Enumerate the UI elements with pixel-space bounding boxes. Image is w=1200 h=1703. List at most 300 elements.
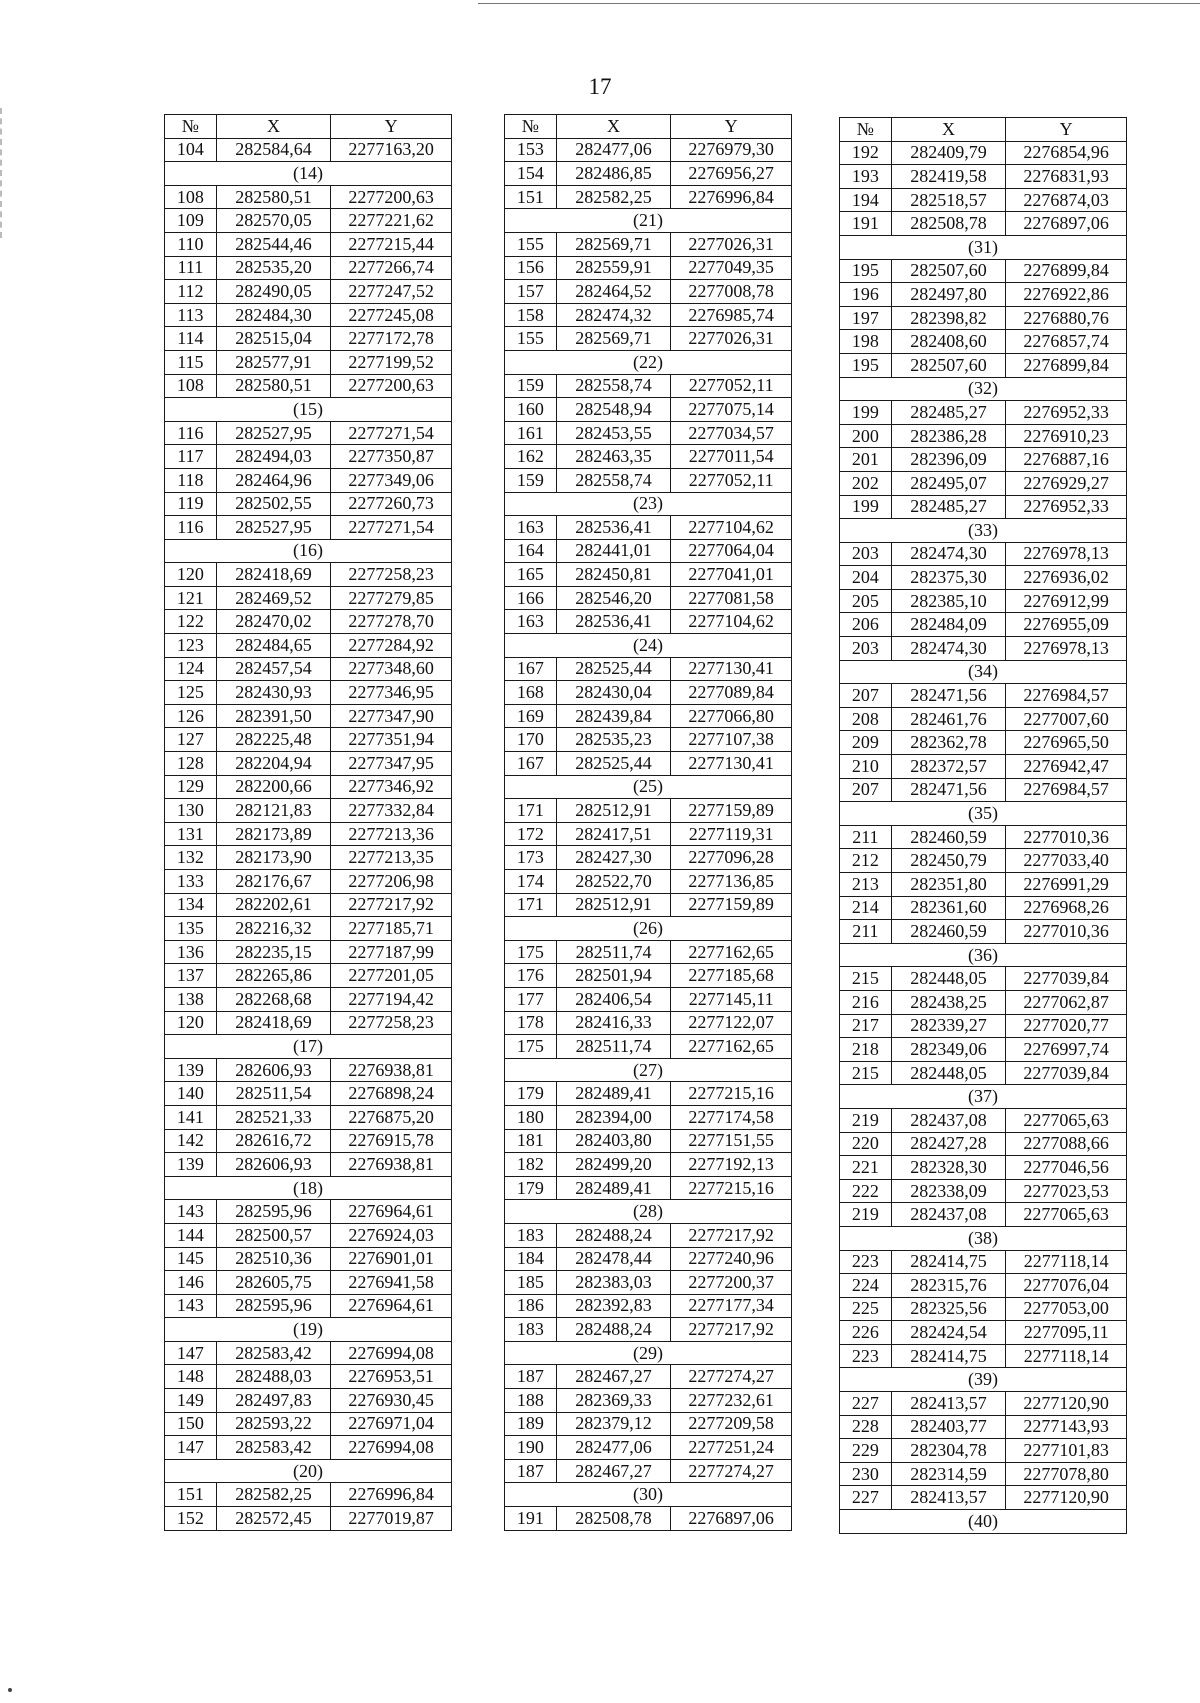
table-row [505, 421, 792, 445]
contour-group-row [505, 1058, 792, 1082]
point-number: 179 [505, 1082, 557, 1106]
y-coordinate: 2277095,11 [1006, 1321, 1127, 1345]
x-coordinate: 282463,35 [556, 445, 671, 469]
x-coordinate: 282204,94 [216, 752, 331, 776]
table-row [840, 1179, 1127, 1203]
point-number: 143 [165, 1200, 217, 1224]
y-coordinate: 2277122,07 [671, 1011, 792, 1035]
point-number: 173 [505, 846, 557, 870]
point-number: 117 [165, 445, 217, 469]
y-coordinate: 2277347,90 [331, 704, 452, 728]
y-coordinate: 2277350,87 [331, 445, 452, 469]
point-number: 109 [165, 209, 217, 233]
x-coordinate: 282512,91 [556, 799, 671, 823]
x-coordinate: 282474,30 [891, 637, 1006, 661]
table-row [505, 1389, 792, 1413]
x-coordinate: 282173,89 [216, 822, 331, 846]
point-number: 139 [165, 1153, 217, 1177]
x-coordinate: 282474,30 [891, 542, 1006, 566]
x-coordinate: 282577,91 [216, 350, 331, 374]
y-coordinate: 2276831,93 [1006, 165, 1127, 189]
point-number: 211 [840, 920, 892, 944]
table-row [505, 1271, 792, 1295]
table-row [840, 259, 1127, 283]
y-coordinate: 2276997,74 [1006, 1038, 1127, 1062]
table-row [840, 1392, 1127, 1416]
y-coordinate: 2276971,04 [331, 1412, 452, 1436]
table-row [840, 1274, 1127, 1298]
table-row [165, 775, 452, 799]
point-number: 206 [840, 613, 892, 637]
point-number: 142 [165, 1129, 217, 1153]
point-number: 159 [505, 468, 557, 492]
y-coordinate: 2277052,11 [671, 468, 792, 492]
point-number: 216 [840, 990, 892, 1014]
table-row [165, 681, 452, 705]
contour-number: (22) [505, 350, 792, 374]
point-number: 144 [165, 1223, 217, 1247]
x-coordinate: 282507,60 [891, 259, 1006, 283]
y-coordinate: 2276964,61 [331, 1200, 452, 1224]
table-header-row [505, 115, 792, 139]
y-coordinate: 2277053,00 [1006, 1297, 1127, 1321]
table-row [840, 1132, 1127, 1156]
table-row [165, 563, 452, 587]
y-coordinate: 2277162,65 [671, 940, 792, 964]
point-number: 151 [505, 185, 557, 209]
table-row [505, 1507, 792, 1531]
table-row [840, 637, 1127, 661]
table-row [165, 1412, 452, 1436]
x-coordinate: 282511,54 [216, 1082, 331, 1106]
point-number: 152 [165, 1507, 217, 1531]
x-coordinate: 282413,57 [891, 1486, 1006, 1510]
x-coordinate: 282527,95 [216, 516, 331, 540]
table-row [165, 728, 452, 752]
x-coordinate: 282416,33 [556, 1011, 671, 1035]
point-number: 219 [840, 1203, 892, 1227]
table-row [505, 256, 792, 280]
point-number: 156 [505, 256, 557, 280]
x-coordinate: 282419,58 [891, 165, 1006, 189]
y-coordinate: 2277023,53 [1006, 1179, 1127, 1203]
y-coordinate: 2276930,45 [331, 1389, 452, 1413]
page-number: 17 [588, 74, 612, 99]
x-coordinate: 282558,74 [556, 468, 671, 492]
table-row [840, 990, 1127, 1014]
point-number: 198 [840, 330, 892, 354]
y-coordinate: 2276978,13 [1006, 542, 1127, 566]
x-coordinate: 282580,51 [216, 374, 331, 398]
x-coordinate: 282474,32 [556, 303, 671, 327]
table-row [505, 657, 792, 681]
x-coordinate: 282501,94 [556, 964, 671, 988]
table-row [505, 1318, 792, 1342]
x-coordinate: 282392,83 [556, 1294, 671, 1318]
y-coordinate: 2277251,24 [671, 1436, 792, 1460]
point-number: 108 [165, 374, 217, 398]
contour-number: (37) [840, 1085, 1127, 1109]
table-row [505, 1223, 792, 1247]
x-coordinate: 282477,06 [556, 138, 671, 162]
contour-number: (23) [505, 492, 792, 516]
y-coordinate: 2276897,06 [1006, 212, 1127, 236]
point-number: 139 [165, 1058, 217, 1082]
table-row [505, 516, 792, 540]
x-coordinate: 282484,09 [891, 613, 1006, 637]
point-number: 191 [505, 1507, 557, 1531]
x-coordinate: 282121,83 [216, 799, 331, 823]
point-number: 197 [840, 306, 892, 330]
y-coordinate: 2276942,47 [1006, 755, 1127, 779]
contour-group-row [840, 1510, 1127, 1534]
point-number: 190 [505, 1436, 557, 1460]
table-row [505, 1365, 792, 1389]
point-number: 168 [505, 681, 557, 705]
point-number: 126 [165, 704, 217, 728]
point-number: 161 [505, 421, 557, 445]
header-x: X [216, 115, 331, 139]
x-coordinate: 282500,57 [216, 1223, 331, 1247]
contour-number: (34) [840, 660, 1127, 684]
contour-group-row [505, 775, 792, 799]
y-coordinate: 2276952,33 [1006, 495, 1127, 519]
y-coordinate: 2276991,29 [1006, 873, 1127, 897]
point-number: 111 [165, 256, 217, 280]
point-number: 157 [505, 280, 557, 304]
y-coordinate: 2277162,65 [671, 1035, 792, 1059]
table-header-row [840, 118, 1127, 142]
table-row [165, 657, 452, 681]
point-number: 146 [165, 1271, 217, 1295]
x-coordinate: 282437,08 [891, 1108, 1006, 1132]
table-row [505, 610, 792, 634]
table-row [165, 1436, 452, 1460]
table-row [505, 681, 792, 705]
contour-group-row [505, 209, 792, 233]
x-coordinate: 282328,30 [891, 1156, 1006, 1180]
point-number: 199 [840, 401, 892, 425]
point-number: 124 [165, 657, 217, 681]
y-coordinate: 2276979,30 [671, 138, 792, 162]
x-coordinate: 282477,06 [556, 1436, 671, 1460]
y-coordinate: 2277349,06 [331, 468, 452, 492]
x-coordinate: 282379,12 [556, 1412, 671, 1436]
point-number: 220 [840, 1132, 892, 1156]
point-number: 227 [840, 1486, 892, 1510]
table-row [840, 1014, 1127, 1038]
contour-number: (26) [505, 917, 792, 941]
table-row [505, 232, 792, 256]
table-row [505, 162, 792, 186]
x-coordinate: 282394,00 [556, 1105, 671, 1129]
table-row [505, 846, 792, 870]
point-number: 176 [505, 964, 557, 988]
table-row [165, 138, 452, 162]
table-row [505, 1011, 792, 1035]
y-coordinate: 2276929,27 [1006, 471, 1127, 495]
point-number: 147 [165, 1436, 217, 1460]
y-coordinate: 2277209,58 [671, 1412, 792, 1436]
table-row [505, 1082, 792, 1106]
point-number: 145 [165, 1247, 217, 1271]
contour-group-row [165, 162, 452, 186]
y-coordinate: 2276965,50 [1006, 731, 1127, 755]
point-number: 163 [505, 516, 557, 540]
y-coordinate: 2277274,27 [671, 1459, 792, 1483]
x-coordinate: 282544,46 [216, 232, 331, 256]
x-coordinate: 282522,70 [556, 870, 671, 894]
point-number: 114 [165, 327, 217, 351]
table-row [165, 1058, 452, 1082]
table-row [165, 846, 452, 870]
table-row [505, 1176, 792, 1200]
y-coordinate: 2276994,08 [331, 1341, 452, 1365]
point-number: 207 [840, 778, 892, 802]
table-row [165, 1365, 452, 1389]
header-no: № [165, 115, 217, 139]
header-x: X [556, 115, 671, 139]
x-coordinate: 282511,74 [556, 940, 671, 964]
point-number: 160 [505, 398, 557, 422]
x-coordinate: 282467,27 [556, 1365, 671, 1389]
contour-number: (19) [165, 1318, 452, 1342]
x-coordinate: 282424,54 [891, 1321, 1006, 1345]
x-coordinate: 282216,32 [216, 917, 331, 941]
point-number: 137 [165, 964, 217, 988]
point-number: 170 [505, 728, 557, 752]
point-number: 183 [505, 1318, 557, 1342]
x-coordinate: 282490,05 [216, 280, 331, 304]
x-coordinate: 282461,76 [891, 707, 1006, 731]
table-row [840, 330, 1127, 354]
y-coordinate: 2276968,26 [1006, 896, 1127, 920]
y-coordinate: 2276899,84 [1006, 259, 1127, 283]
table-row [840, 613, 1127, 637]
x-coordinate: 282572,45 [216, 1507, 331, 1531]
y-coordinate: 2276924,03 [331, 1223, 452, 1247]
table-row [165, 1507, 452, 1531]
table-row [840, 165, 1127, 189]
point-number: 218 [840, 1038, 892, 1062]
contour-group-row [505, 634, 792, 658]
table-header-row [165, 115, 452, 139]
x-coordinate: 282448,05 [891, 967, 1006, 991]
table-row [505, 799, 792, 823]
contour-group-row [840, 1085, 1127, 1109]
point-number: 211 [840, 825, 892, 849]
x-coordinate: 282470,02 [216, 610, 331, 634]
y-coordinate: 2277192,13 [671, 1153, 792, 1177]
y-coordinate: 2277081,58 [671, 586, 792, 610]
y-coordinate: 2277065,63 [1006, 1108, 1127, 1132]
point-number: 150 [165, 1412, 217, 1436]
table-row [840, 401, 1127, 425]
y-coordinate: 2277011,54 [671, 445, 792, 469]
x-coordinate: 282414,75 [891, 1250, 1006, 1274]
table-row [505, 445, 792, 469]
y-coordinate: 2277346,95 [331, 681, 452, 705]
point-number: 228 [840, 1415, 892, 1439]
y-coordinate: 2277346,92 [331, 775, 452, 799]
x-coordinate: 282372,57 [891, 755, 1006, 779]
point-number: 177 [505, 987, 557, 1011]
y-coordinate: 2276941,58 [331, 1271, 452, 1295]
y-coordinate: 2277145,11 [671, 987, 792, 1011]
table-row [505, 1436, 792, 1460]
point-number: 140 [165, 1082, 217, 1106]
contour-number: (18) [165, 1176, 452, 1200]
x-coordinate: 282489,41 [556, 1082, 671, 1106]
y-coordinate: 2277075,14 [671, 398, 792, 422]
y-coordinate: 2277019,87 [331, 1507, 452, 1531]
point-number: 172 [505, 822, 557, 846]
point-number: 121 [165, 586, 217, 610]
x-coordinate: 282453,55 [556, 421, 671, 445]
table-row [165, 917, 452, 941]
point-number: 143 [165, 1294, 217, 1318]
contour-number: (38) [840, 1226, 1127, 1250]
point-number: 195 [840, 353, 892, 377]
table-row [165, 704, 452, 728]
point-number: 118 [165, 468, 217, 492]
y-coordinate: 2277136,85 [671, 870, 792, 894]
point-number: 130 [165, 799, 217, 823]
table-row [165, 256, 452, 280]
x-coordinate: 282510,36 [216, 1247, 331, 1271]
y-coordinate: 2277206,98 [331, 870, 452, 894]
point-number: 141 [165, 1105, 217, 1129]
point-number: 155 [505, 232, 557, 256]
table-row [165, 327, 452, 351]
y-coordinate: 2277348,60 [331, 657, 452, 681]
table-row [505, 1247, 792, 1271]
point-number: 123 [165, 634, 217, 658]
y-coordinate: 2277172,78 [331, 327, 452, 351]
x-coordinate: 282495,07 [891, 471, 1006, 495]
table-row [505, 563, 792, 587]
table-row [505, 468, 792, 492]
x-coordinate: 282469,52 [216, 586, 331, 610]
y-coordinate: 2276857,74 [1006, 330, 1127, 354]
point-number: 120 [165, 1011, 217, 1035]
y-coordinate: 2276898,24 [331, 1082, 452, 1106]
table-row [840, 1061, 1127, 1085]
table-row [165, 374, 452, 398]
table-row [505, 327, 792, 351]
table-row [840, 967, 1127, 991]
table-row [165, 468, 452, 492]
contour-group-row [840, 235, 1127, 259]
table-row [840, 448, 1127, 472]
x-coordinate: 282441,01 [556, 539, 671, 563]
table-row [505, 704, 792, 728]
point-number: 159 [505, 374, 557, 398]
x-coordinate: 282499,20 [556, 1153, 671, 1177]
y-coordinate: 2276936,02 [1006, 566, 1127, 590]
x-coordinate: 282450,81 [556, 563, 671, 587]
x-coordinate: 282616,72 [216, 1129, 331, 1153]
x-coordinate: 282315,76 [891, 1274, 1006, 1298]
point-number: 230 [840, 1462, 892, 1486]
point-number: 171 [505, 799, 557, 823]
table-row [165, 516, 452, 540]
x-coordinate: 282508,78 [556, 1507, 671, 1531]
y-coordinate: 2277034,57 [671, 421, 792, 445]
x-coordinate: 282460,59 [891, 920, 1006, 944]
contour-group-row [505, 917, 792, 941]
point-number: 155 [505, 327, 557, 351]
point-number: 135 [165, 917, 217, 941]
y-coordinate: 2277187,99 [331, 940, 452, 964]
table-row [165, 1271, 452, 1295]
table-row [840, 684, 1127, 708]
contour-number: (27) [505, 1058, 792, 1082]
y-coordinate: 2277159,89 [671, 799, 792, 823]
point-number: 195 [840, 259, 892, 283]
y-coordinate: 2276922,86 [1006, 283, 1127, 307]
point-number: 120 [165, 563, 217, 587]
y-coordinate: 2276938,81 [331, 1153, 452, 1177]
point-number: 166 [505, 586, 557, 610]
table-row [505, 1412, 792, 1436]
y-coordinate: 2277232,61 [671, 1389, 792, 1413]
header-y: Y [1006, 118, 1127, 142]
contour-group-row [840, 660, 1127, 684]
header-x: X [891, 118, 1006, 142]
y-coordinate: 2277351,94 [331, 728, 452, 752]
point-number: 223 [840, 1344, 892, 1368]
x-coordinate: 282546,20 [556, 586, 671, 610]
y-coordinate: 2277201,05 [331, 964, 452, 988]
y-coordinate: 2276952,33 [1006, 401, 1127, 425]
y-coordinate: 2276854,96 [1006, 141, 1127, 165]
top-rule [478, 3, 1200, 4]
point-number: 129 [165, 775, 217, 799]
x-coordinate: 282488,24 [556, 1318, 671, 1342]
y-coordinate: 2277130,41 [671, 657, 792, 681]
x-coordinate: 282414,75 [891, 1344, 1006, 1368]
x-coordinate: 282582,25 [556, 185, 671, 209]
contour-number: (20) [165, 1459, 452, 1483]
table-row [840, 1297, 1127, 1321]
x-coordinate: 282398,82 [891, 306, 1006, 330]
y-coordinate: 2276984,57 [1006, 684, 1127, 708]
y-coordinate: 2277200,63 [331, 374, 452, 398]
table-row [840, 424, 1127, 448]
point-number: 174 [505, 870, 557, 894]
y-coordinate: 2277118,14 [1006, 1344, 1127, 1368]
table-row [165, 185, 452, 209]
x-coordinate: 282488,24 [556, 1223, 671, 1247]
point-number: 203 [840, 637, 892, 661]
point-number: 167 [505, 657, 557, 681]
y-coordinate: 2277217,92 [331, 893, 452, 917]
coordinates-table-1 [164, 114, 452, 1531]
table-row [165, 1129, 452, 1153]
point-number: 207 [840, 684, 892, 708]
table-row [165, 940, 452, 964]
x-coordinate: 282460,59 [891, 825, 1006, 849]
x-coordinate: 282265,86 [216, 964, 331, 988]
table-row [505, 1105, 792, 1129]
x-coordinate: 282569,71 [556, 232, 671, 256]
y-coordinate: 2277049,35 [671, 256, 792, 280]
point-number: 200 [840, 424, 892, 448]
x-coordinate: 282408,60 [891, 330, 1006, 354]
x-coordinate: 282396,09 [891, 448, 1006, 472]
point-number: 187 [505, 1459, 557, 1483]
